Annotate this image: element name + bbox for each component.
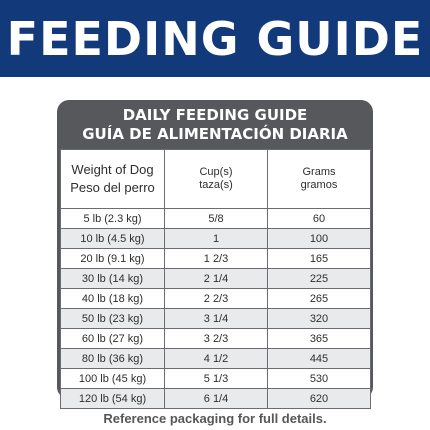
- cell-cups: 2 1/4: [165, 269, 268, 289]
- cell-grams: 530: [268, 369, 371, 389]
- cell-grams: 265: [268, 289, 371, 309]
- cell-cups: 1: [165, 229, 268, 249]
- feeding-guide-card: [57, 100, 373, 405]
- table-row: [61, 269, 371, 289]
- feeding-table: [60, 149, 371, 409]
- column-header-grams: [268, 150, 371, 209]
- cell-weight: 40 lb (18 kg): [61, 289, 165, 309]
- column-header-weight-es: Peso del perro: [70, 180, 155, 195]
- column-header-grams-es: gramos: [300, 179, 338, 191]
- cell-weight: 20 lb (9.1 kg): [61, 249, 165, 269]
- table-row: [61, 329, 371, 349]
- cell-grams: 100: [268, 229, 371, 249]
- cell-grams: 60: [268, 209, 371, 229]
- cell-grams: 225: [268, 269, 371, 289]
- card-title-spanish: GUÍA DE ALIMENTACIÓN DIARIA: [82, 124, 348, 143]
- column-header-cups: [165, 150, 268, 209]
- cell-cups: 6 1/4: [165, 389, 268, 409]
- cell-cups: 5/8: [165, 209, 268, 229]
- cell-cups: 4 1/2: [165, 349, 268, 369]
- cell-cups: 3 1/4: [165, 309, 268, 329]
- table-row: [61, 389, 371, 409]
- table-header-row: [61, 150, 371, 209]
- cell-weight: 10 lb (4.5 kg): [61, 229, 165, 249]
- cell-grams: 620: [268, 389, 371, 409]
- card-header: [57, 100, 373, 149]
- cell-weight: 30 lb (14 kg): [61, 269, 165, 289]
- feeding-guide-banner: [0, 0, 430, 77]
- column-header-weight-en: Weight of Dog: [71, 162, 154, 177]
- banner-title: FEEDING GUIDE: [6, 11, 424, 66]
- table-row: [61, 209, 371, 229]
- column-header-cups-en: Cup(s): [199, 166, 233, 178]
- column-header-grams-en: Grams: [302, 166, 336, 178]
- cell-cups: 5 1/3: [165, 369, 268, 389]
- table-row: [61, 289, 371, 309]
- cell-weight: 100 lb (45 kg): [61, 369, 165, 389]
- table-row: [61, 349, 371, 369]
- cell-cups: 3 2/3: [165, 329, 268, 349]
- cell-grams: 320: [268, 309, 371, 329]
- table-row: [61, 369, 371, 389]
- cell-grams: 445: [268, 349, 371, 369]
- cell-weight: 50 lb (23 kg): [61, 309, 165, 329]
- cell-weight: 120 lb (54 kg): [61, 389, 165, 409]
- column-header-cups-es: taza(s): [199, 179, 233, 191]
- card-title-english: DAILY FEEDING GUIDE: [122, 105, 308, 124]
- table-row: [61, 309, 371, 329]
- cell-weight: 60 lb (27 kg): [61, 329, 165, 349]
- cell-weight: 5 lb (2.3 kg): [61, 209, 165, 229]
- footnote: Reference packaging for full details.: [103, 411, 327, 426]
- cell-cups: 1 2/3: [165, 249, 268, 269]
- table-row: [61, 249, 371, 269]
- cell-grams: 165: [268, 249, 371, 269]
- cell-cups: 2 2/3: [165, 289, 268, 309]
- cell-weight: 80 lb (36 kg): [61, 349, 165, 369]
- column-header-weight: [61, 150, 165, 209]
- table-row: [61, 229, 371, 249]
- cell-grams: 365: [268, 329, 371, 349]
